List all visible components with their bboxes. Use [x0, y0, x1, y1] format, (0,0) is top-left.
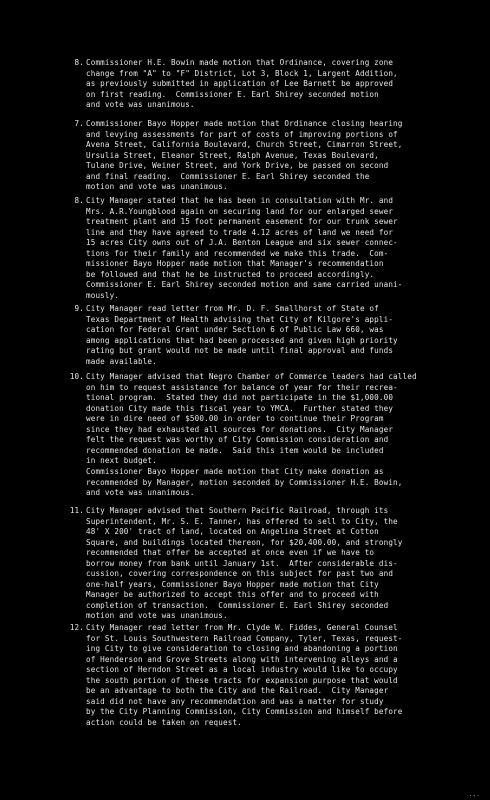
text-line: Ursulia Street, Eleanor Street, Ralph Avenue, Texas Boulevard, — [86, 150, 379, 160]
text-line: Square, and buildings located thereon, for $20,400.00, and strongly — [86, 537, 403, 547]
text-line: donation City made this fiscal year to YMCA. Further stated they — [86, 403, 394, 413]
text-line: recommended by Manager, motion seconded by Commissioner H.E. Bowin, — [86, 477, 403, 487]
text-line: missioner Bayo Hopper made motion that Manager's recommendation — [86, 259, 384, 268]
text-line: Mrs. A.R.Youngblood again on securing land for our enlarged sewer — [86, 206, 394, 216]
text-line: section of Herndon Street as a local industry would like to occupy — [86, 665, 398, 674]
text-line: by the City Planning Commission, City Commission and himself before — [86, 707, 403, 716]
item-text — [86, 119, 476, 193]
text-line: cussion, covering correspondence on this subject for past two and — [86, 569, 394, 578]
text-line: Commissioner Bayo Hopper made motion that Ordinance closing hearing — [86, 119, 403, 128]
item-number: 10. — [69, 372, 84, 381]
item-text — [86, 506, 476, 622]
page-mark: ... — [468, 791, 480, 798]
text-line: on him to request assistance for balance of year for their recrea- — [86, 382, 398, 392]
text-line: Tulane Drive, Weiner Street, and York Drive, be passed on second — [86, 161, 389, 170]
text-line: Commissioner E. Earl Shirey seconded motion and same carried unani- — [86, 280, 403, 289]
item-number: 11. — [69, 506, 84, 515]
item-text — [86, 623, 476, 728]
item-number: 8. — [74, 58, 84, 67]
text-line: 15 acres City owns out of J.A. Benton League and six sewer connec- — [86, 238, 398, 247]
text-line: motion and vote was unanimous. — [86, 182, 228, 191]
text-line: motion and vote was unanimous. — [86, 611, 228, 620]
text-line: be followed and that he be instructed to proceed accordingly. — [86, 269, 375, 279]
text-line: one-half years, Commissioner Bayo Hopper made motion that City — [86, 579, 379, 589]
text-line: Manager be authorized to accept this offer and to proceed with — [86, 590, 379, 599]
text-line: recommended that offer be accepted at once even if we have to — [86, 548, 375, 557]
text-line: among applications that had been processed and given high priority — [86, 335, 398, 345]
text-line: 48' X 200' tract of land, located on Angelina Street at Cotton — [86, 527, 379, 536]
text-line: City Manager advised that Southern Pacific Railroad, through its — [86, 506, 389, 515]
text-line: of Henderson and Grove Streets along with intervening alleys and a — [86, 654, 398, 664]
motion-paragraph — [86, 467, 476, 499]
text-line: said did not have any recommendation and was a matter for study — [86, 696, 384, 706]
text-line: change from "A" to "F" District, Lot 3, Block 1, Largent Addition, — [86, 68, 398, 78]
text-line: and vote was unanimous. — [86, 488, 195, 497]
item-number: 12. — [69, 623, 84, 632]
item-text — [86, 372, 476, 467]
text-line: and vote was unanimous. — [86, 100, 195, 109]
text-line: tional program. Stated they did not participate in the $1,000.00 — [86, 393, 394, 402]
text-line: Avena Street, California Boulevard, Church Street, Cimarron Street, — [86, 140, 403, 149]
text-line: action could be taken on request. — [86, 717, 242, 727]
text-line: recommended donation be made. Said this item would be included — [86, 445, 384, 455]
text-line: line and they have agreed to trade 4.12 acres of land we need for — [86, 227, 394, 237]
text-line: the south portion of these tracts for expansion purpose that would — [86, 675, 398, 685]
text-line: be an advantage to both the City and the Railroad. City Manager — [86, 686, 389, 695]
item-number: 7. — [74, 119, 84, 128]
text-line: were in dire need of $500.00 in order to continue their Program — [86, 414, 384, 423]
text-line: treatment plant and 15 foot permanent easement for our trunk sewer — [86, 217, 398, 226]
text-line: and final reading. Commissioner E. Earl Shirey seconded the — [86, 171, 370, 181]
text-line: City Manager read letter from Mr. Clyde W. Fiddes, General Counsel — [86, 623, 398, 632]
text-line: City Manager advised that Negro Chamber of Commerce leaders had called — [86, 372, 417, 381]
text-line: tions for their family and recommended we make this trade. Com- — [86, 248, 389, 258]
text-line: City Manager read letter from Mr. D. F. Smallhorst of State of — [86, 304, 379, 313]
item-text — [86, 304, 476, 367]
text-line: Commissioner Bayo Hopper made motion that City make donation as — [86, 467, 384, 476]
text-line: felt the request was worthy of City Commission consideration and — [86, 435, 389, 444]
text-line: City Manager stated that he has been in consultation with Mr. and — [86, 196, 394, 205]
text-line: Superintendent, Mr. S. E. Tanner, has offered to sell to City, the — [86, 516, 398, 526]
item-number: 8. — [74, 196, 84, 205]
text-line: for St. Louis Southwestern Railroad Company, Tyler, Texas, request- — [86, 633, 403, 643]
item-text — [86, 58, 476, 111]
text-line: Texas Department of Health advising that City of Kilgore's appli- — [86, 314, 394, 324]
text-line: as previously submitted in application of Lee Barnett be approved — [86, 79, 394, 88]
text-line: on first reading. Commissioner E. Earl Shirey seconded motion — [86, 89, 379, 99]
text-line: cation for Federal Grant under Section 6 of Public Law 660, was — [86, 325, 384, 334]
text-line: since they had exhausted all sources for donations. City Manager — [86, 424, 394, 434]
text-line: ing City to give consideration to closing and abandoning a portion — [86, 644, 398, 653]
item-text — [86, 196, 476, 301]
text-line: made available. — [86, 356, 157, 366]
text-line: mously. — [86, 290, 120, 300]
item-number: 9. — [74, 304, 84, 313]
text-line: Commissioner H.E. Bowin made motion that Ordinance, covering zone — [86, 58, 394, 67]
text-line: rating but grant would not be made until final approval and funds — [86, 346, 394, 355]
text-line: and levying assessments for part of costs of improving portions of — [86, 129, 398, 139]
text-line: borrow money from bank until January 1st. After considerable dis- — [86, 558, 398, 568]
text-line: completion of transaction. Commissioner E. Earl Shirey seconded — [86, 600, 389, 610]
text-line: in next budget. — [86, 456, 157, 465]
